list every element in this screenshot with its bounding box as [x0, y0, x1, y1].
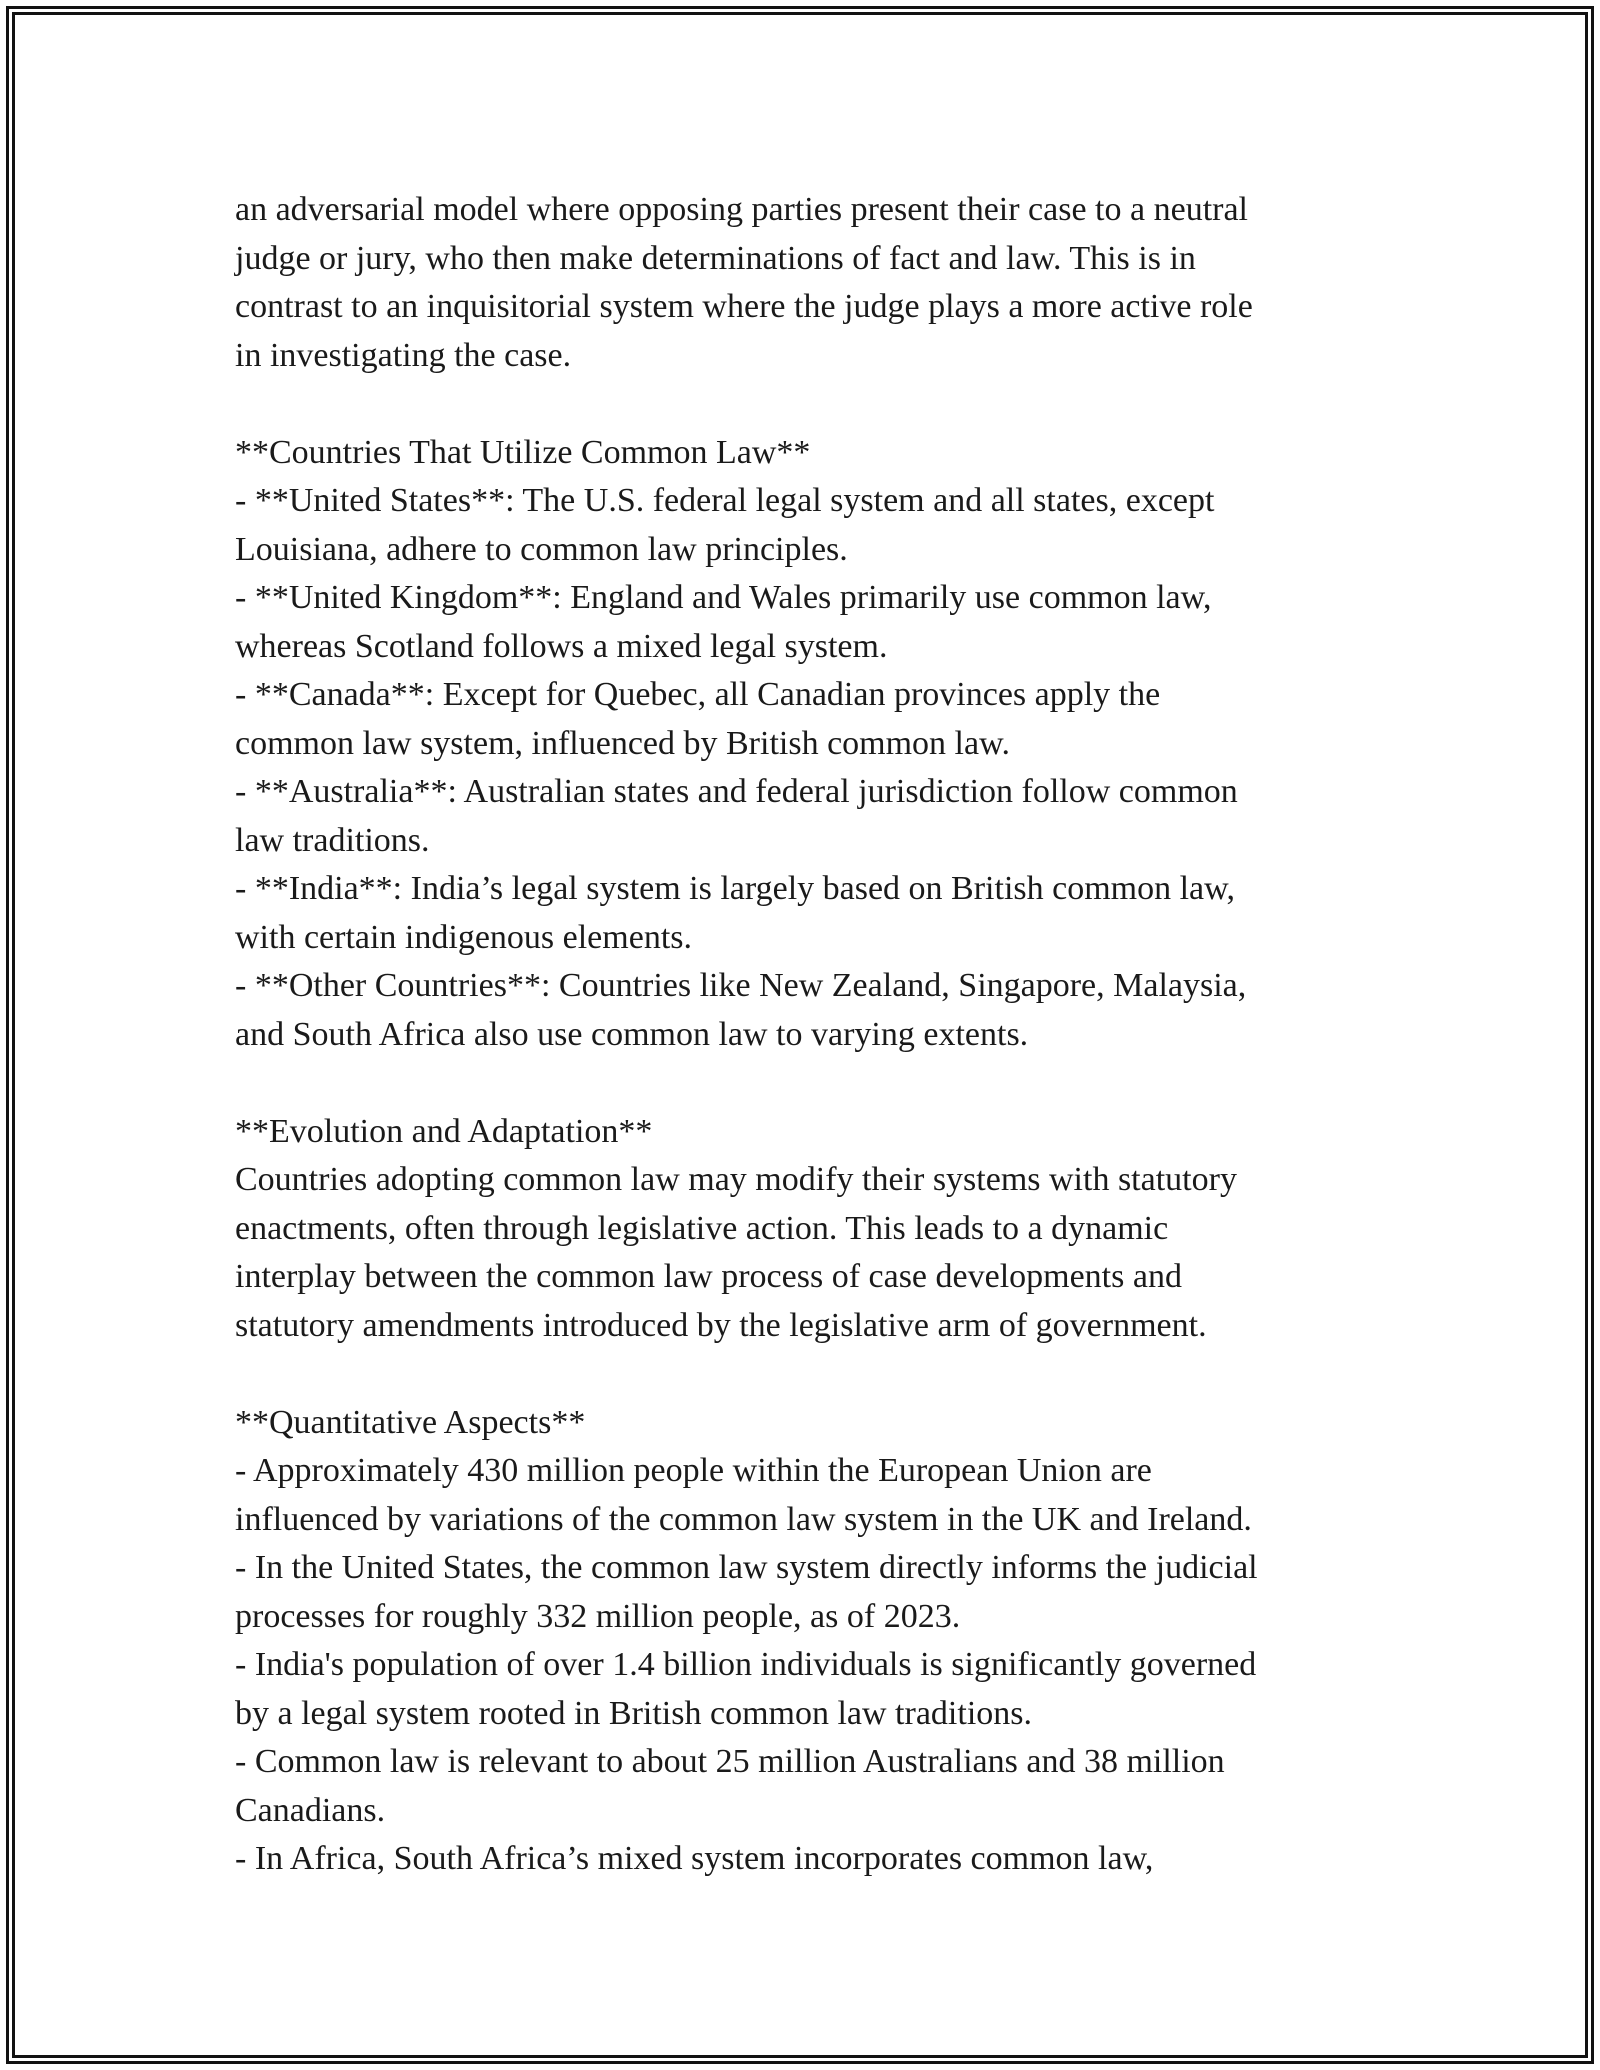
text-line: with certain indigenous elements. — [235, 918, 692, 956]
text-line: - **Other Countries**: Countries like New Zealand, Singapore, Malaysia, — [235, 967, 1247, 1004]
text-line: influenced by variations of the common law system in the UK and Ireland. — [235, 1500, 1252, 1538]
text-line: - Approximately 430 million people within the European Union are — [235, 1452, 1152, 1489]
text-line: - In the United States, the common law system directly informs the judicial — [235, 1549, 1258, 1586]
text-line: - Common law is relevant to about 25 million Australians and 38 million — [235, 1743, 1225, 1780]
text-line: - **Australia**: Australian states and federal jurisdiction follow common — [235, 773, 1238, 810]
text-line: statutory amendments introduced by the legislative arm of government. — [235, 1306, 1207, 1344]
section-heading-quantitative: **Quantitative Aspects** — [235, 1403, 586, 1441]
text-line: judge or jury, who then make determinations of fact and law. This is in — [235, 239, 1196, 277]
text-line: Countries adopting common law may modify their systems with statutory — [235, 1161, 1237, 1198]
text-line: interplay between the common law process of case developments and — [235, 1258, 1182, 1295]
text-line: - India's population of over 1.4 billion individuals is significantly governed — [235, 1646, 1257, 1683]
paragraph-spacer — [235, 380, 1365, 429]
text-line: common law system, influenced by British common law. — [235, 724, 1010, 762]
text-line: whereas Scotland follows a mixed legal system. — [235, 627, 888, 665]
document-body — [235, 186, 1365, 1884]
text-line: and South Africa also use common law to varying extents. — [235, 1015, 1029, 1053]
text-line: by a legal system rooted in British common law traditions. — [235, 1694, 1032, 1732]
section-heading-evolution: **Evolution and Adaptation** — [235, 1112, 653, 1150]
text-line: law traditions. — [235, 821, 430, 859]
text-line: processes for roughly 332 million people, as of 2023. — [235, 1597, 961, 1635]
text-line: - **Canada**: Except for Quebec, all Canadian provinces apply the — [235, 676, 1161, 713]
text-line: Canadians. — [235, 1791, 386, 1829]
text-line: - **United States**: The U.S. federal legal system and all states, except — [235, 482, 1215, 519]
text-line: contrast to an inquisitorial system where the judge plays a more active role — [235, 288, 1253, 325]
text-line: an adversarial model where opposing parties present their case to a neutral — [235, 191, 1248, 228]
text-line: - In Africa, South Africa’s mixed system incorporates common law, — [235, 1840, 1154, 1877]
text-line: - **United Kingdom**: England and Wales primarily use common law, — [235, 579, 1212, 616]
text-line: Louisiana, adhere to common law principles. — [235, 530, 848, 568]
text-line: in investigating the case. — [235, 336, 572, 374]
section-heading-countries: **Countries That Utilize Common Law** — [235, 433, 811, 471]
text-line: enactments, often through legislative action. This leads to a dynamic — [235, 1209, 1169, 1247]
paragraph-spacer — [235, 1350, 1365, 1399]
text-line: - **India**: India’s legal system is largely based on British common law, — [235, 870, 1235, 907]
paragraph-spacer — [235, 1059, 1365, 1108]
